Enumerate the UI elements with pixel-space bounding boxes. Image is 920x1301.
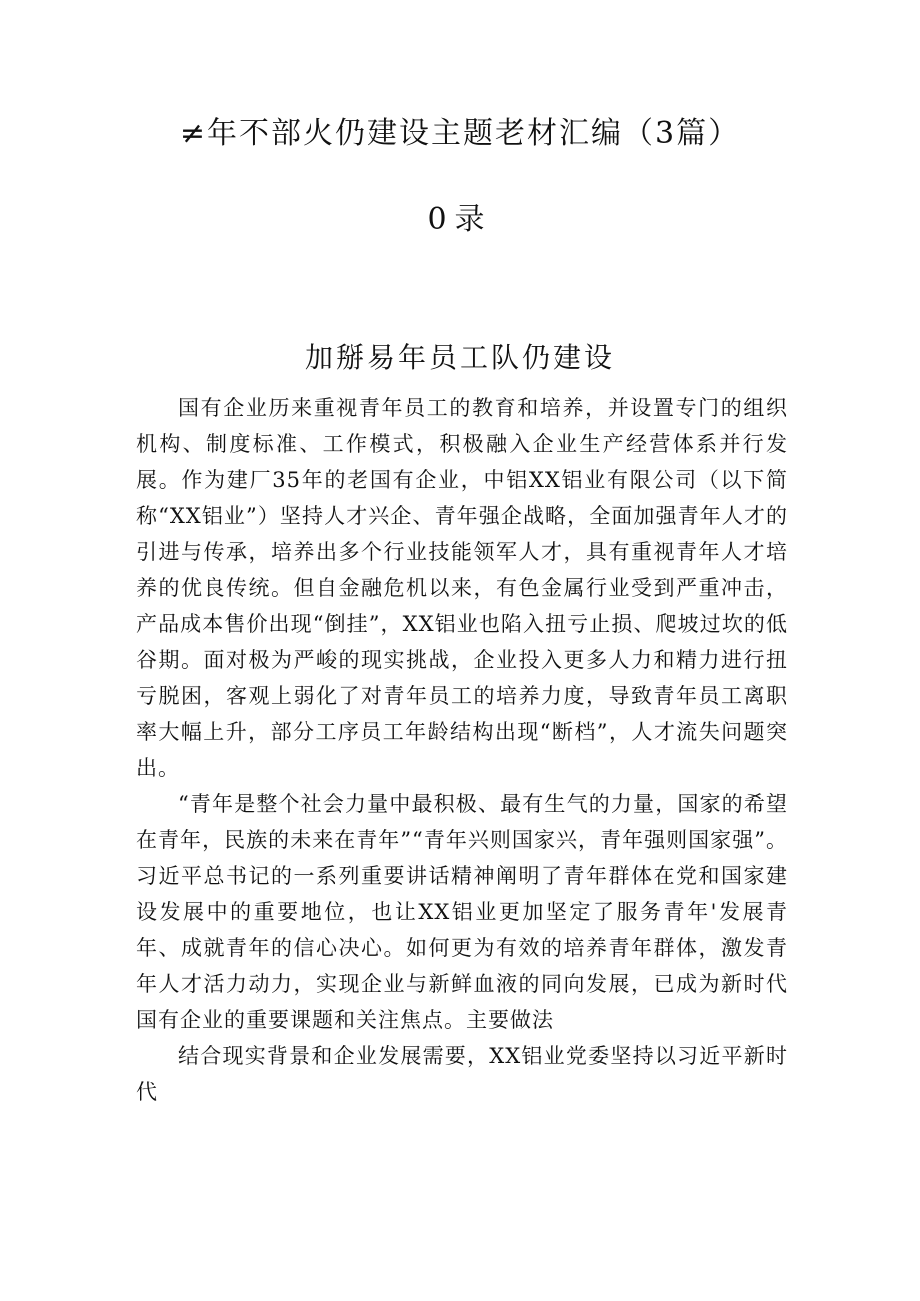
paragraph: 结合现实背景和企业发展需要，XX铝业党委坚持以习近平新时代: [136, 1044, 788, 1104]
paragraph: “青年是整个社会力量中最积极、最有生气的力量，国家的希望在青年，民族的未来在青年”“青年兴则国家兴，青年强则国家强”。习近平总书记的一系列重要讲话精神阐明了青年群体在党和国家建设发展中的重要地位，也让XX铝业更加坚定了服务青年'发展青年、成就青年的信心决心。如何更为有效的培养青年群体，激发青年人才活力动力，实现企业与新鲜血液的同向发展，已成为新时代国有企业的重要课题和关注焦点。主要做法: [136, 792, 788, 1032]
document-title: ≠年不部火仍建设主题老材汇编（3篇）: [179, 116, 741, 151]
toc-heading: 0录: [427, 202, 493, 237]
body-text: [136, 390, 788, 1110]
section-title: 加掰易年员工队仍建设: [304, 341, 615, 374]
paragraph: 国有企业历来重视青年员工的教育和培养，并设置专门的组织机构、制度标准、工作模式，积极融入企业生产经营体系并行发展。作为建厂35年的老国有企业，中铝XX铝业有限公司（以下简称“XX铝业”）坚持人才兴企、青年强企战略，全面加强青年人才的引进与传承，培养出多个行业技能领军人才，具有重视青年人才培养的优良传统。但自金融危机以来，有色金属行业受到严重冲击，产品成本售价出现“倒挂”，XX铝业也陷入扭亏止损、爬坡过坎的低谷期。面对极为严峻的现实挑战，企业投入更多人力和精力进行扭亏脱困，客观上弱化了对青年员工的培养力度，导致青年员工离职率大幅上升，部分工序员工年龄结构出现“断档”，人才流失问题突出。: [136, 396, 788, 780]
